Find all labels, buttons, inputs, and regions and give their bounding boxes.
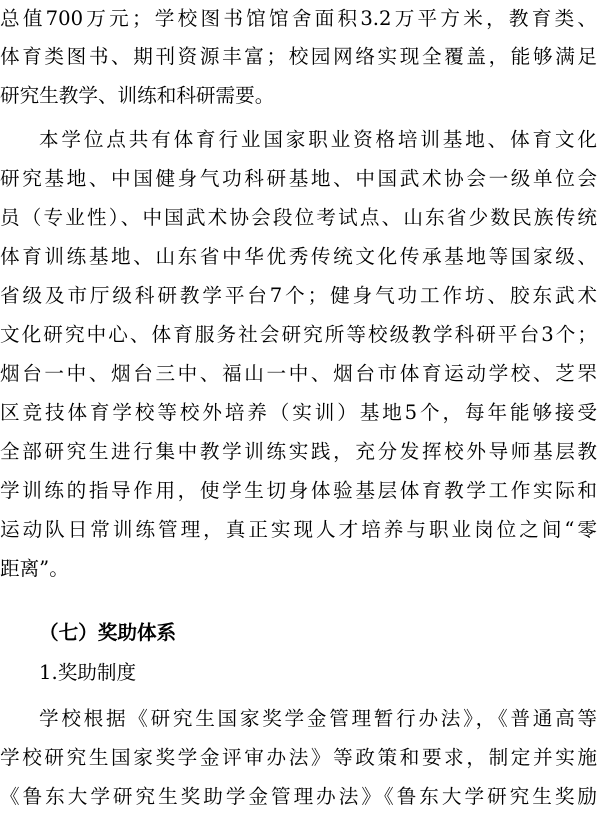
body-text-line: 运动队日常训练管理，真正实现人才培养与职业岗位之间“零	[0, 518, 597, 541]
paragraph-first-line: 本学位点共有体育行业国家职业资格培训基地、体育文化	[39, 128, 597, 151]
body-text-line: 省级及市厅级科研教学平台7个；健身气功工作坊、胶东武术	[0, 284, 597, 307]
subsection-heading: 1.奖助制度	[39, 661, 137, 684]
body-text-line: 研究基地、中国健身气功科研基地、中国武术协会一级单位会	[0, 167, 597, 190]
body-text-line: 学训练的指导作用，使学生切身体验基层体育教学工作实际和	[0, 479, 597, 502]
paragraph-first-line: 学校根据《研究生国家奖学金管理暂行办法》，《普通高等	[39, 707, 597, 730]
body-text-line: 区竞技体育学校等校外培养（实训）基地5个，每年能够接受	[0, 401, 597, 424]
body-text-line: 全部研究生进行集中教学训练实践，充分发挥校外导师基层教	[0, 440, 597, 463]
section-heading: （七）奖助体系	[39, 621, 177, 644]
body-text-line: 员（专业性）、中国武术协会段位考试点、山东省少数民族传统	[0, 206, 597, 229]
body-text-line: 《鲁东大学研究生奖助学金管理办法》《鲁东大学研究生奖励	[0, 785, 597, 808]
body-text-line: 总值700万元；学校图书馆馆舍面积3.2万平方米，教育类、	[0, 7, 597, 30]
body-text-line: 文化研究中心、体育服务社会研究所等校级教学科研平台3个；	[0, 323, 597, 346]
body-text-line: 体育训练基地、山东省中华优秀传统文化传承基地等国家级、	[0, 245, 597, 268]
body-text-line: 距离”。	[0, 557, 69, 580]
body-text-line: 学校研究生国家奖学金评审办法》等政策和要求，制定并实施	[0, 746, 597, 769]
body-text-line: 研究生教学、训练和科研需要。	[0, 84, 275, 107]
body-text-line: 烟台一中、烟台三中、福山一中、烟台市体育运动学校、芝罘	[0, 362, 597, 385]
body-text-line: 体育类图书、期刊资源丰富；校园网络实现全覆盖，能够满足	[0, 45, 597, 68]
